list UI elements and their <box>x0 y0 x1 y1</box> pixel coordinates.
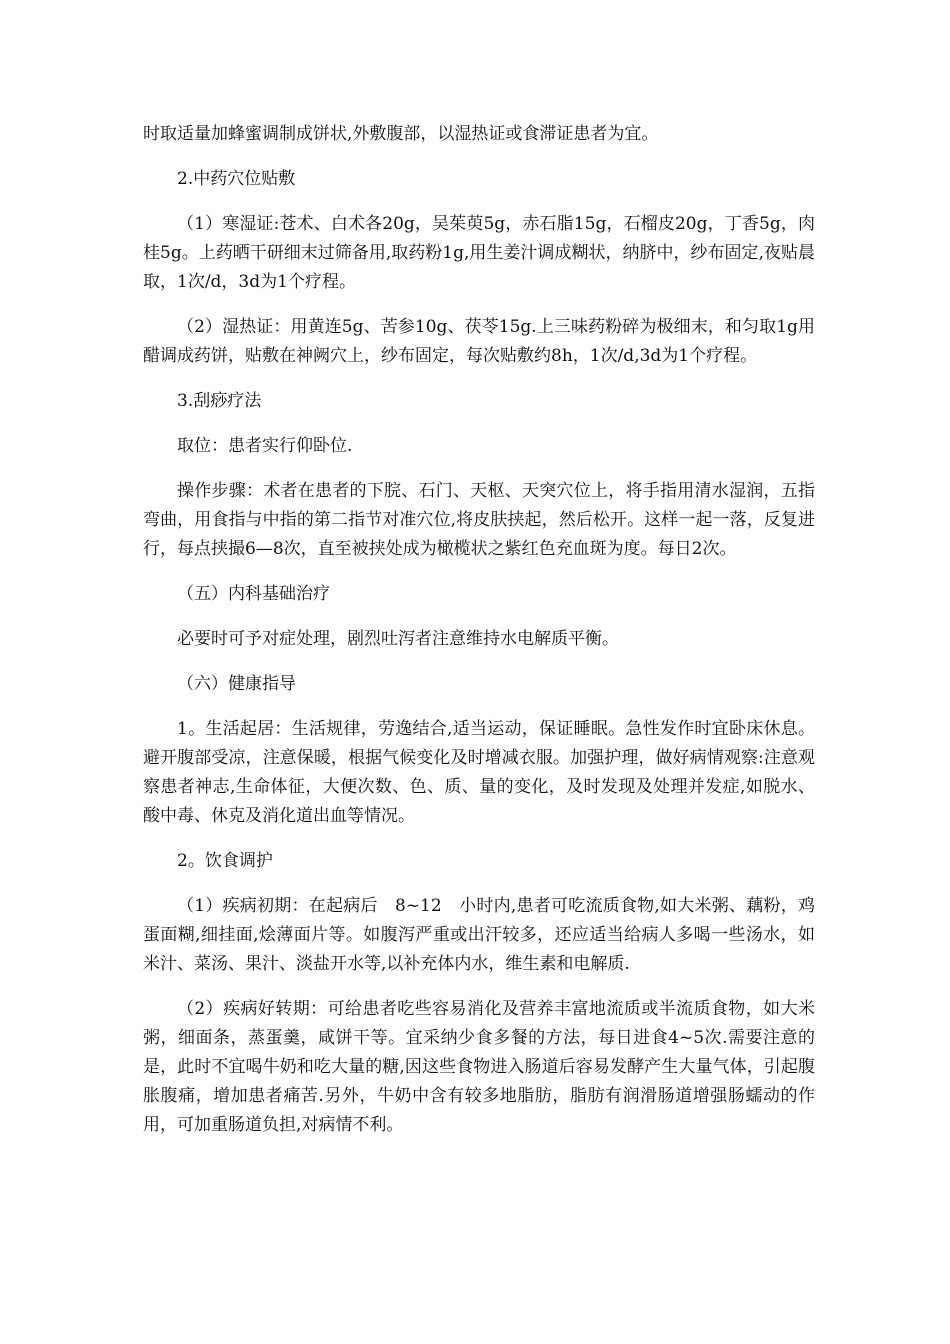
paragraph-cold-damp: （1）寒湿证:苍术、白术各20g，吴茱萸5g，赤石脂15g，石榴皮20g，丁香5g，肉桂5g。上药晒干研细末过筛备用,取药粉1g,用生姜汁调成糊状，纳脐中，纱布固定,夜贴晨取，1次/d，3d为1个疗程。 <box>143 214 815 292</box>
paragraph-recovery-stage: （2）疾病好转期：可给患者吃些容易消化及营养丰富地流质或半流质食物，如大米粥，细面条，蒸蛋羹，咸饼干等。宜采纳少食多餐的方法，每日进食4~5次.需要注意的是，此时不宜喝牛奶和吃大量的糖,因这些食物进入肠道后容易发酵产生大量气体，引起腹胀腹痛，增加患者痛苦.另外，牛奶中含有较多地脂肪，脂肪有润滑肠道增强肠蠕动的作用，可加重肠道负担,对病情不利。 <box>143 999 815 1135</box>
heading-acupoint-application: 2.中药穴位贴敷 <box>177 169 296 189</box>
paragraph-early-stage: （1）疾病初期：在起病后 8~12 小时内,患者可吃流质食物,如大米粥、藕粉，鸡蛋面糊,细挂面,烩薄面片等。如腹泻严重或出汗较多，还应适当给病人多喝一些汤水，如米汁、菜汤、果汁、淡盐开水等,以补充体内水，维生素和电解质. <box>143 896 815 974</box>
paragraph-daily-life: 1。生活起居：生活规律，劳逸结合,适当运动，保证睡眠。急性发作时宜卧床休息。避开腹部受凉，注意保暖，根据气候变化及时增减衣服。加强护理，做好病情观察:注意观察患者神志,生命体征，大便次数、色、质、量的变化，及时发现及处理并发症,如脱水、酸中毒、休克及消化道出血等情况。 <box>143 719 815 826</box>
heading-scraping-therapy: 3.刮痧疗法 <box>177 391 262 411</box>
paragraph-procedure: 操作步骤：术者在患者的下脘、石门、天枢、天突穴位上，将手指用清水湿润，五指弯曲，用食指与中指的第二指节对准穴位,将皮肤挟起，然后松开。这样一起一落，反复进行，每点挟撮6—8次，直至被挟处成为橄榄状之紫红色充血斑为度。每日2次。 <box>143 481 815 559</box>
paragraph-damp-heat: （2）湿热证：用黄连5g、苦参10g、茯苓15g.上三味药粉碎为极细末，和匀取1g用醋调成药饼，贴敷在神阙穴上，纱布固定，每次贴敷约8h，1次/d,3d为1个疗程。 <box>143 317 815 366</box>
heading-health-guidance: （六）健康指导 <box>177 674 296 694</box>
document-page <box>143 120 815 1156</box>
paragraph-symptomatic: 必要时可予对症处理，剧烈吐泻者注意维持水电解质平衡。 <box>177 629 619 649</box>
heading-internal-treatment: （五）内科基础治疗 <box>177 584 330 604</box>
heading-diet: 2。饮食调护 <box>177 851 273 871</box>
paragraph-position: 取位：患者实行仰卧位. <box>177 436 353 456</box>
paragraph-continuation: 时取适量加蜂蜜调制成饼状,外敷腹部，以湿热证或食滞证患者为宜。 <box>143 124 659 144</box>
